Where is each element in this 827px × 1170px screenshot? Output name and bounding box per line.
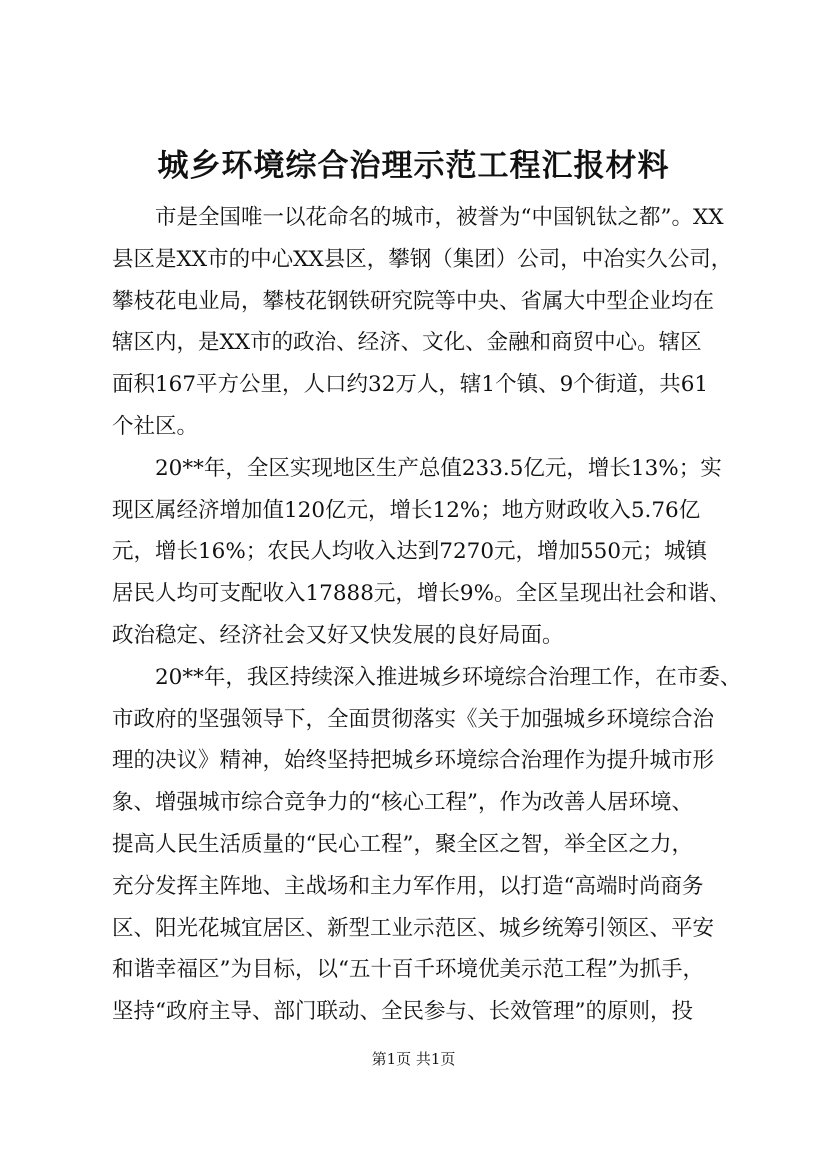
- text-line: 提高人民生活质量的“民心工程”，聚全区之智，举全区之力，: [112, 831, 693, 857]
- text-line: 县区是XX市的中心XX县区，攀钢（集团）公司，中冶实久公司，: [112, 246, 733, 272]
- paragraph-overview: [112, 197, 752, 448]
- text-line: 辖区内，是XX市的政治、经济、文化、金融和商贸中心。辖区: [112, 330, 702, 356]
- text-line: 面积167平方公里，人口约32万人，辖1个镇、9个街道，共61: [112, 372, 709, 398]
- paragraph-governance: [112, 657, 752, 1033]
- text-line: 象、增强城市综合竞争力的“核心工程”，作为改善人居环境、: [112, 790, 693, 816]
- text-line: 充分发挥主阵地、主战场和主力军作用，以打造“高端时尚商务: [112, 873, 704, 899]
- text-line: 元，增长16%；农民人均收入达到7270元，增加550元；城镇: [112, 539, 708, 565]
- text-line: 和谐幸福区”为目标，以“五十百千环境优美示范工程”为抓手，: [112, 957, 704, 983]
- document-title: 城乡环境综合治理示范工程汇报材料: [157, 148, 670, 184]
- text-line: 坚持“政府主导、部门联动、全民参与、长效管理”的原则，投: [112, 999, 693, 1025]
- paragraph-economy: [112, 448, 752, 657]
- page-footer: 第1页 共1页: [371, 1050, 456, 1068]
- text-line: 居民人均可支配收入17888元，增长9%。全区呈现出社会和谐、: [112, 581, 731, 607]
- text-line: 市政府的坚强领导下，全面贯彻落实《关于加强城乡环境综合治: [112, 706, 715, 732]
- text-line: 理的决议》精神，始终坚持把城乡环境综合治理作为提升城市形: [112, 748, 715, 774]
- text-line: 20**年，我区持续深入推进城乡环境综合治理工作，在市委、: [112, 664, 742, 690]
- document-body: [112, 197, 752, 1033]
- text-line: 政治稳定、经济社会又好又快发展的良好局面。: [112, 622, 564, 648]
- text-line: 个社区。: [112, 413, 199, 439]
- text-line: 攀枝花电业局，攀枝花钢铁研究院等中央、省属大中型企业均在: [112, 288, 715, 314]
- text-line: 区、阳光花城宜居区、新型工业示范区、城乡统筹引领区、平安: [112, 915, 715, 941]
- text-line: 市是全国唯一以花命名的城市，被誉为“中国钒钛之都”。XX: [112, 205, 724, 230]
- text-line: 20**年，全区实现地区生产总值233.5亿元，增长13%；实: [112, 455, 722, 481]
- text-line: 现区属经济增加值120亿元，增长12%；地方财政收入5.76亿: [112, 497, 701, 523]
